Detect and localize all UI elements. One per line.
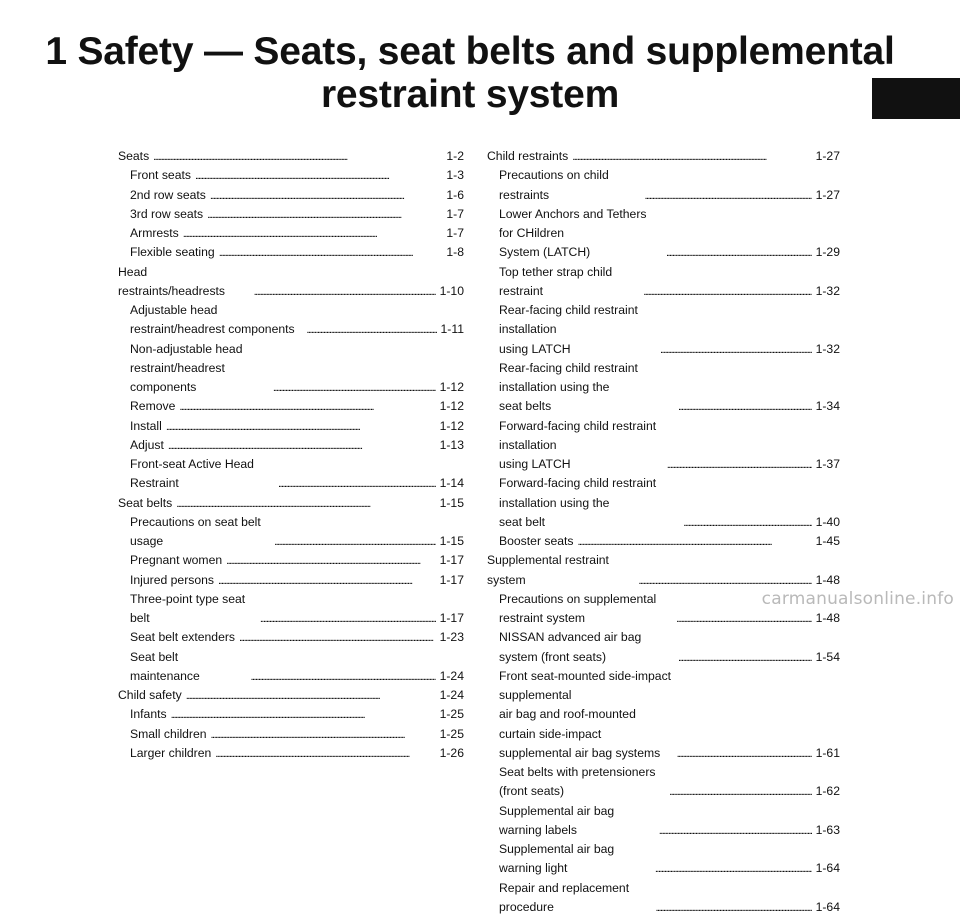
toc-entry-title: Remove (130, 397, 175, 416)
toc-entry[interactable] (118, 397, 464, 416)
toc-entry-page: 1-6 (446, 186, 464, 205)
toc-entry-page: 1-64 (816, 898, 840, 917)
toc-entry-page: 1-12 (440, 378, 464, 397)
toc-entry-title: Rear-facing child restraint installation using LATCH (499, 301, 656, 359)
toc-entry[interactable] (118, 263, 464, 302)
toc-leader-dots (659, 821, 812, 840)
toc-entry-page: 1-48 (816, 609, 840, 628)
toc-leader-dots (278, 474, 436, 493)
toc-entry-page: 1-12 (440, 397, 464, 416)
toc-entry[interactable] (487, 301, 840, 359)
toc-entry[interactable] (487, 359, 840, 417)
toc-leader-dots (643, 282, 811, 301)
toc-leader-dots (677, 744, 812, 763)
toc-right-column (487, 147, 840, 917)
toc-entry-page: 1-3 (446, 166, 464, 185)
toc-entry-page: 1-23 (440, 628, 464, 647)
toc-entry-title: Three-point type seat belt (130, 590, 256, 629)
toc-entry-page: 1-27 (816, 186, 840, 205)
toc-entry[interactable] (487, 205, 840, 263)
toc-entry-title: Child safety (118, 686, 182, 705)
toc-leader-dots (306, 320, 436, 339)
toc-entry-title: Larger children (130, 744, 211, 763)
toc-leader-dots (183, 224, 443, 243)
toc-leader-dots (666, 243, 812, 262)
toc-entry-title: Small children (130, 725, 207, 744)
toc-entry-page: 1-25 (440, 725, 464, 744)
toc-entry-page: 1-17 (440, 551, 464, 570)
toc-leader-dots (195, 166, 442, 185)
toc-entry-page: 1-32 (816, 340, 840, 359)
toc-entry-page: 1-32 (816, 282, 840, 301)
toc-leader-dots (655, 859, 812, 878)
toc-entry-title: Head restraints/headrests (118, 263, 250, 302)
toc-entry[interactable] (118, 590, 464, 629)
toc-entry[interactable] (118, 186, 464, 205)
toc-entry-page: 1-40 (816, 513, 840, 532)
toc-entry-title: Seats (118, 147, 149, 166)
toc-entry-page: 1-2 (446, 147, 464, 166)
toc-entry[interactable] (118, 224, 464, 243)
toc-entry-title: Front seat-mounted side-impact supplemental air bag and roof-mounted curtain side-impact supplemental air bag systems (499, 667, 673, 763)
toc-leader-dots (168, 436, 436, 455)
toc-entry-page: 1-24 (440, 667, 464, 686)
toc-entry-title: 2nd row seats (130, 186, 206, 205)
toc-entry-page: 1-62 (816, 782, 840, 801)
toc-entry-title: Supplemental restraint system (487, 551, 634, 590)
toc-entry[interactable] (118, 301, 464, 340)
toc-entry-title: Precautions on seat belt usage (130, 513, 270, 552)
toc-entry[interactable] (487, 763, 840, 802)
toc-entry[interactable] (487, 551, 840, 590)
toc-entry-page: 1-61 (816, 744, 840, 763)
toc-entry-page: 1-15 (440, 532, 464, 551)
toc-entry[interactable] (118, 436, 464, 455)
toc-entry-title: Rear-facing child restraint installation using the seat belts (499, 359, 674, 417)
toc-entry-title: Injured persons (130, 571, 214, 590)
toc-entry-page: 1-11 (441, 320, 465, 339)
toc-entry[interactable] (487, 628, 840, 667)
toc-entry-page: 1-12 (440, 417, 464, 436)
toc-entry[interactable] (118, 455, 464, 494)
toc-entry-page: 1-14 (440, 474, 464, 493)
toc-entry[interactable] (118, 205, 464, 224)
toc-entry-title: Supplemental air bag warning light (499, 840, 651, 879)
toc-leader-dots (171, 705, 436, 724)
toc-leader-dots (176, 494, 435, 513)
page-title-line-1: 1 Safety — Seats, seat belts and supplemental (30, 30, 910, 73)
toc-leader-dots (572, 147, 811, 166)
toc-entry[interactable] (487, 667, 840, 763)
toc-leader-dots (226, 551, 435, 570)
toc-entry-title: Repair and replacement procedure (499, 879, 651, 917)
toc-leader-dots (644, 186, 811, 205)
toc-entry[interactable] (118, 571, 464, 590)
toc-entry-page: 1-8 (446, 243, 464, 262)
toc-entry-title: Front-seat Active Head Restraint (130, 455, 274, 494)
toc-entry-title: Front seats (130, 166, 191, 185)
toc-entry[interactable] (487, 263, 840, 302)
toc-entry-page: 1-64 (816, 859, 840, 878)
toc-entry-page: 1-54 (816, 648, 840, 667)
watermark: carmanualsonline.info (762, 589, 954, 609)
toc-entry[interactable] (487, 802, 840, 841)
toc-entry-title: Seat belt extenders (130, 628, 235, 647)
toc-entry[interactable] (118, 166, 464, 185)
toc-entry[interactable] (487, 840, 840, 879)
toc-leader-dots (219, 243, 443, 262)
toc-leader-dots (676, 609, 811, 628)
toc-leader-dots (274, 532, 435, 551)
toc-entry[interactable] (118, 725, 464, 744)
toc-leader-dots (186, 686, 436, 705)
toc-entry-title: Seat belts (118, 494, 172, 513)
chapter-tab (872, 78, 960, 119)
toc-entry-title: Precautions on child restraints (499, 166, 640, 205)
toc-leader-dots (207, 205, 442, 224)
toc-leader-dots (655, 898, 811, 917)
toc-entry-title: Adjustable head restraint/headrest components (130, 301, 302, 340)
toc-entry-title: Adjust (130, 436, 164, 455)
toc-entry-page: 1-15 (440, 494, 464, 513)
toc-leader-dots (638, 571, 811, 590)
toc-entry-title: 3rd row seats (130, 205, 203, 224)
toc-entry-page: 1-25 (440, 705, 464, 724)
toc-entry[interactable] (118, 494, 464, 513)
toc-leader-dots (166, 417, 436, 436)
toc-entry-title: Top tether strap child restraint (499, 263, 639, 302)
toc-leader-dots (215, 744, 435, 763)
toc-entry[interactable] (487, 166, 840, 205)
toc-entry-page: 1-7 (446, 205, 464, 224)
toc-entry-title: Non-adjustable head restraint/headrest components (130, 340, 269, 398)
toc-leader-dots (210, 186, 443, 205)
toc-leader-dots (683, 513, 811, 532)
toc-entry-title: Infants (130, 705, 167, 724)
toc-entry-page: 1-7 (446, 224, 464, 243)
toc-entry-page: 1-13 (440, 436, 464, 455)
toc-entry[interactable] (118, 628, 464, 647)
toc-leader-dots (153, 147, 442, 166)
toc-leader-dots (678, 397, 812, 416)
toc-entry-title: Seat belt maintenance (130, 648, 246, 687)
toc-entry[interactable] (118, 551, 464, 570)
toc-entry-title: Supplemental air bag warning labels (499, 802, 655, 841)
toc-entry-title: Forward-facing child restraint installation using LATCH (499, 417, 663, 475)
toc-entry[interactable] (487, 417, 840, 475)
toc-entry-title: Booster seats (499, 532, 574, 551)
toc-entry[interactable] (118, 686, 464, 705)
toc-entry-page: 1-26 (440, 744, 464, 763)
toc-leader-dots (254, 282, 436, 301)
toc-entry-page: 1-24 (440, 686, 464, 705)
toc-entry-page: 1-27 (816, 147, 840, 166)
toc-entry-title: Armrests (130, 224, 179, 243)
toc-entry-title: Precautions on supplemental restraint system (499, 590, 672, 629)
toc-entry-title: Install (130, 417, 162, 436)
page-title-line-2: restraint system (30, 73, 910, 116)
page-title (30, 30, 910, 116)
toc-entry-title: Child restraints (487, 147, 568, 166)
toc-entry[interactable] (118, 147, 464, 166)
toc-entry[interactable] (118, 243, 464, 262)
toc-leader-dots (273, 378, 436, 397)
toc-entry-title: Pregnant women (130, 551, 222, 570)
toc-leader-dots (250, 667, 435, 686)
toc-leader-dots (578, 532, 812, 551)
toc-entry[interactable] (118, 513, 464, 552)
toc-leader-dots (179, 397, 435, 416)
toc-entry-page: 1-10 (440, 282, 464, 301)
toc-leader-dots (218, 571, 436, 590)
toc-leader-dots (667, 455, 812, 474)
toc-entry[interactable] (118, 705, 464, 724)
toc-left-column (118, 147, 464, 763)
toc-entry-page: 1-17 (440, 571, 464, 590)
toc-entry-title: Seat belts with pretensioners (front seats) (499, 763, 665, 802)
toc-entry[interactable] (487, 474, 840, 532)
toc-leader-dots (239, 628, 436, 647)
toc-leader-dots (678, 648, 812, 667)
toc-leader-dots (669, 782, 811, 801)
toc-entry[interactable] (487, 532, 840, 551)
toc-leader-dots (260, 609, 436, 628)
toc-entry[interactable] (487, 147, 840, 166)
toc-leader-dots (660, 340, 812, 359)
toc-entry[interactable] (487, 879, 840, 917)
toc-entry-title: Forward-facing child restraint installation using the seat belt (499, 474, 679, 532)
toc-entry[interactable] (118, 340, 464, 398)
toc-entry[interactable] (118, 744, 464, 763)
toc-entry-title: Lower Anchors and Tethers for CHildren System (LATCH) (499, 205, 662, 263)
toc-entry-page: 1-48 (816, 571, 840, 590)
toc-entry-page: 1-45 (816, 532, 840, 551)
toc-entry-page: 1-34 (816, 397, 840, 416)
toc-entry[interactable] (118, 417, 464, 436)
toc-leader-dots (211, 725, 436, 744)
toc-entry-title: Flexible seating (130, 243, 215, 262)
toc-entry-page: 1-63 (816, 821, 840, 840)
toc-entry-page: 1-17 (440, 609, 464, 628)
toc-entry-page: 1-37 (816, 455, 840, 474)
toc-entry-title: NISSAN advanced air bag system (front seats) (499, 628, 674, 667)
toc-entry[interactable] (118, 648, 464, 687)
toc-entry-page: 1-29 (816, 243, 840, 262)
